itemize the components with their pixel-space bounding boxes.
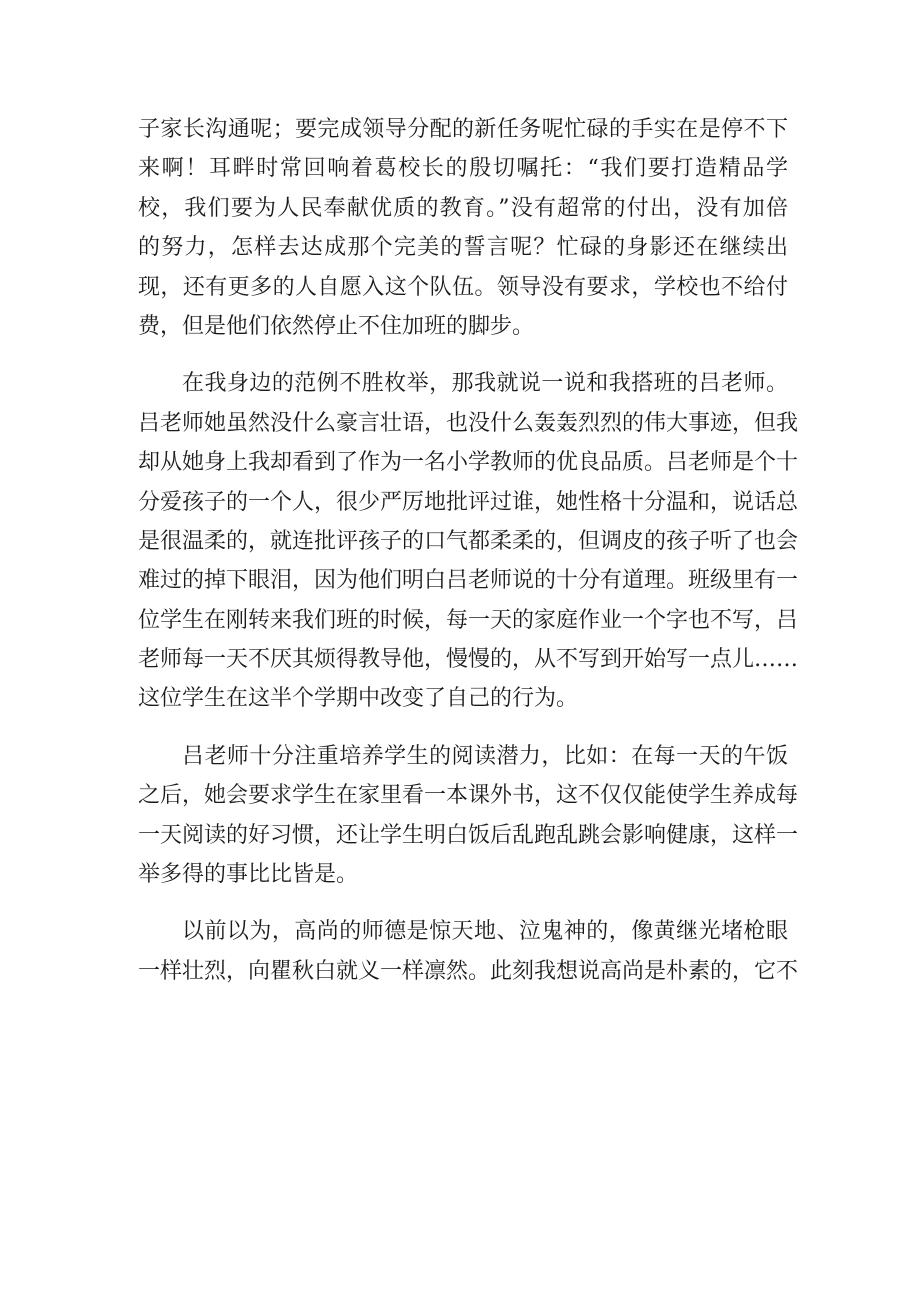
paragraph-3: [138, 737, 799, 895]
text-line: 吕老师十分注重培养学生的阅读潜力，比如：在每一天的午饭: [182, 743, 788, 769]
text-line: 费，但是他们依然停止不住加班的脚步。: [138, 313, 535, 339]
text-line: 位学生在刚转来我们班的时候，每一天的家庭作业一个字也不写，吕: [138, 607, 799, 633]
paragraph-4: [138, 912, 799, 991]
text-line: 举多得的事比比皆是。: [138, 862, 359, 888]
text-line: 是很温柔的，就连批评孩子的口气都柔柔的，但调皮的孩子听了也会: [138, 528, 799, 554]
text-line: 这位学生在这半个学期中改变了自己的行为。: [138, 686, 579, 712]
text-line: 难过的掉下眼泪，因为他们明白吕老师说的十分有道理。班级里有一: [138, 568, 799, 594]
text-line: 以前以为，高尚的师德是惊天地、泣鬼神的，像黄继光堵枪眼: [182, 919, 788, 945]
paragraph-2: [138, 364, 799, 719]
text-line: 的努力，怎样去达成那个完美的誓言呢？忙碌的身影还在继续出: [138, 235, 788, 261]
text-line: 来啊！耳畔时常回响着葛校长的殷切嘱托：“我们要打造精品学: [138, 156, 788, 182]
text-line: 一天阅读的好习惯，还让学生明白饭后乱跑乱跳会影响健康，这样一: [138, 822, 799, 848]
document-body: [138, 110, 799, 1009]
text-line: 现，还有更多的人自愿入这个队伍。领导没有要求，学校也不给付: [138, 274, 788, 300]
text-line: 吕老师她虽然没什么豪言壮语，也没什么轰轰烈烈的伟大事迹，但我: [138, 410, 799, 436]
paragraph-1: [138, 110, 788, 346]
text-line: 校，我们要为人民奉献优质的教育。”没有超常的付出，没有加倍: [138, 195, 788, 221]
text-line: 老师每一天不厌其烦得教导他，慢慢的，从不写到开始写一点儿……: [138, 647, 799, 673]
text-line: 一样壮烈，向瞿秋白就义一样凛然。此刻我想说高尚是朴素的，它不: [138, 958, 799, 984]
text-line: 分爱孩子的一个人，很少严厉地批评过谁，她性格十分温和，说话总: [138, 489, 799, 515]
text-line: 却从她身上我却看到了作为一名小学教师的优良品质。吕老师是个十: [138, 450, 799, 476]
text-line: 在我身边的范例不胜枚举，那我就说一说和我搭班的吕老师。: [182, 371, 788, 397]
text-line: 子家长沟通呢；要完成领导分配的新任务呢忙碌的手实在是停不下: [138, 117, 788, 142]
text-line: 之后，她会要求学生在家里看一本课外书，这不仅仅能使学生养成每: [138, 783, 799, 809]
